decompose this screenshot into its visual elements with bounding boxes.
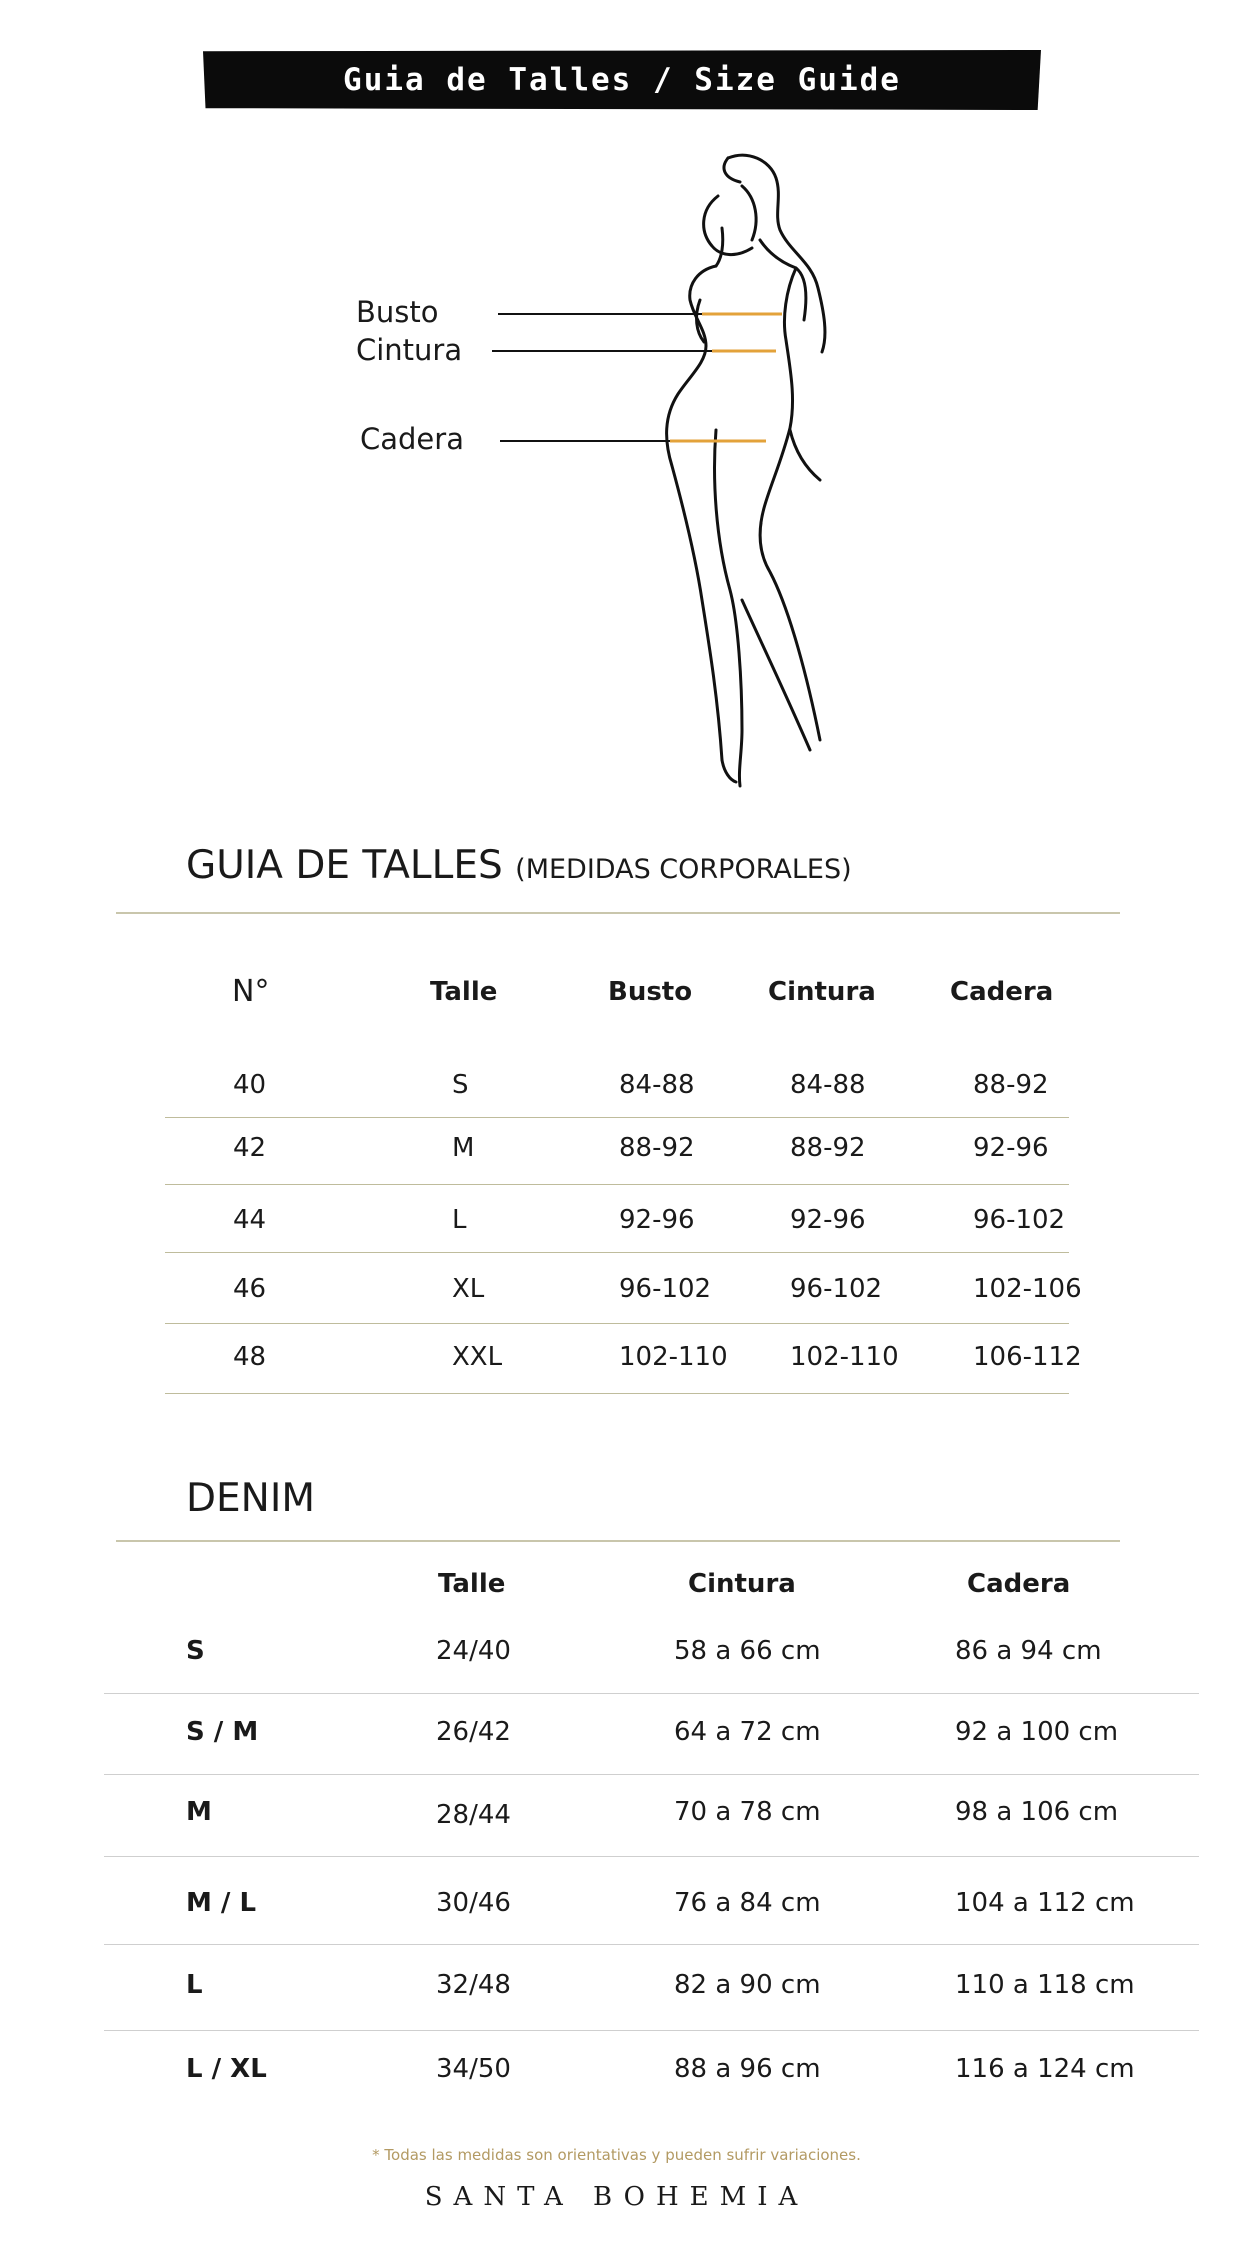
table-cell-number: 44 xyxy=(233,1205,267,1235)
denim-cell-waist: 88 a 96 cm xyxy=(674,2054,821,2084)
hip-label: Cadera xyxy=(360,422,464,456)
denim-cell-hip: 98 a 106 cm xyxy=(955,1797,1119,1827)
table-cell-hip: 92-96 xyxy=(973,1133,1049,1163)
row-divider xyxy=(104,1856,1199,1857)
row-divider xyxy=(165,1393,1069,1394)
disclaimer-footnote: * Todas las medidas son orientativas y pueden sufrir variaciones. xyxy=(372,2146,861,2164)
table-cell-bust: 102-110 xyxy=(619,1342,728,1372)
denim-cell-waist: 58 a 66 cm xyxy=(674,1636,821,1666)
bust-label: Busto xyxy=(356,295,439,329)
body-figure-illustration xyxy=(0,0,1233,820)
table-cell-number: 42 xyxy=(233,1133,267,1163)
row-divider xyxy=(165,1117,1069,1118)
size-guide-subtitle: (MEDIDAS CORPORALES) xyxy=(515,854,852,885)
col-header-number: N° xyxy=(232,974,270,1009)
table-cell-number: 48 xyxy=(233,1342,267,1372)
col-header-waist: Cintura xyxy=(768,977,876,1007)
row-divider xyxy=(165,1184,1069,1185)
woman-silhouette-icon xyxy=(667,155,825,786)
denim-cell-hip: 92 a 100 cm xyxy=(955,1717,1119,1747)
table-cell-waist: 102-110 xyxy=(790,1342,899,1372)
denim-cell-size: 32/48 xyxy=(436,1970,511,2000)
denim-cell-waist: 64 a 72 cm xyxy=(674,1717,821,1747)
denim-title: DENIM xyxy=(186,1476,315,1521)
denim-cell-size: 30/46 xyxy=(436,1888,511,1918)
denim-cell-size: 26/42 xyxy=(436,1717,511,1747)
denim-cell-size: 34/50 xyxy=(436,2054,511,2084)
table-cell-bust: 96-102 xyxy=(619,1274,712,1304)
denim-cell-waist: 76 a 84 cm xyxy=(674,1888,821,1918)
denim-row-label: L xyxy=(186,1970,203,2000)
table-cell-bust: 88-92 xyxy=(619,1133,695,1163)
table-cell-bust: 92-96 xyxy=(619,1205,695,1235)
table-cell-waist: 88-92 xyxy=(790,1133,866,1163)
table-cell-hip: 88-92 xyxy=(973,1070,1049,1100)
denim-row-label: M xyxy=(186,1797,212,1827)
denim-col-header-hip: Cadera xyxy=(967,1569,1071,1599)
denim-row-label: M / L xyxy=(186,1888,257,1918)
table-cell-size: S xyxy=(452,1070,469,1100)
table-cell-waist: 84-88 xyxy=(790,1070,866,1100)
table-cell-size: XL xyxy=(452,1274,485,1304)
col-header-bust: Busto xyxy=(608,977,693,1007)
denim-col-header-size: Talle xyxy=(438,1569,506,1599)
table-cell-size: L xyxy=(452,1205,467,1235)
table-cell-hip: 102-106 xyxy=(973,1274,1082,1304)
section-divider xyxy=(116,912,1120,914)
size-guide-title xyxy=(186,843,852,888)
brand-logo: SANTA BOHEMIA xyxy=(424,2182,809,2212)
section-divider xyxy=(116,1540,1120,1542)
table-cell-size: M xyxy=(452,1133,475,1163)
table-cell-waist: 92-96 xyxy=(790,1205,866,1235)
denim-cell-waist: 82 a 90 cm xyxy=(674,1970,821,2000)
table-cell-size: XXL xyxy=(452,1342,503,1372)
denim-cell-hip: 110 a 118 cm xyxy=(955,1970,1135,2000)
denim-cell-size: 24/40 xyxy=(436,1636,511,1666)
denim-cell-hip: 116 a 124 cm xyxy=(955,2054,1135,2084)
row-divider xyxy=(104,1693,1199,1694)
denim-cell-hip: 104 a 112 cm xyxy=(955,1888,1135,1918)
table-cell-number: 46 xyxy=(233,1274,267,1304)
denim-row-label: S / M xyxy=(186,1717,259,1747)
table-cell-bust: 84-88 xyxy=(619,1070,695,1100)
denim-cell-hip: 86 a 94 cm xyxy=(955,1636,1102,1666)
measurement-lines xyxy=(492,314,782,441)
row-divider xyxy=(104,2030,1199,2031)
col-header-hip: Cadera xyxy=(950,977,1054,1007)
table-cell-hip: 96-102 xyxy=(973,1205,1066,1235)
table-cell-waist: 96-102 xyxy=(790,1274,883,1304)
denim-col-header-waist: Cintura xyxy=(688,1569,796,1599)
row-divider xyxy=(104,1944,1199,1945)
denim-cell-size: 28/44 xyxy=(436,1800,511,1830)
col-header-size: Talle xyxy=(430,977,498,1007)
table-cell-number: 40 xyxy=(233,1070,267,1100)
row-divider xyxy=(165,1323,1069,1324)
row-divider xyxy=(104,1774,1199,1775)
waist-label: Cintura xyxy=(356,333,463,367)
denim-row-label: S xyxy=(186,1636,205,1666)
table-cell-hip: 106-112 xyxy=(973,1342,1082,1372)
denim-row-label: L / XL xyxy=(186,2054,267,2084)
denim-cell-waist: 70 a 78 cm xyxy=(674,1797,821,1827)
size-guide-title-main: GUIA DE TALLES xyxy=(186,843,503,888)
page-title: Guia de Talles / Size Guide xyxy=(343,62,901,98)
row-divider xyxy=(165,1252,1069,1253)
